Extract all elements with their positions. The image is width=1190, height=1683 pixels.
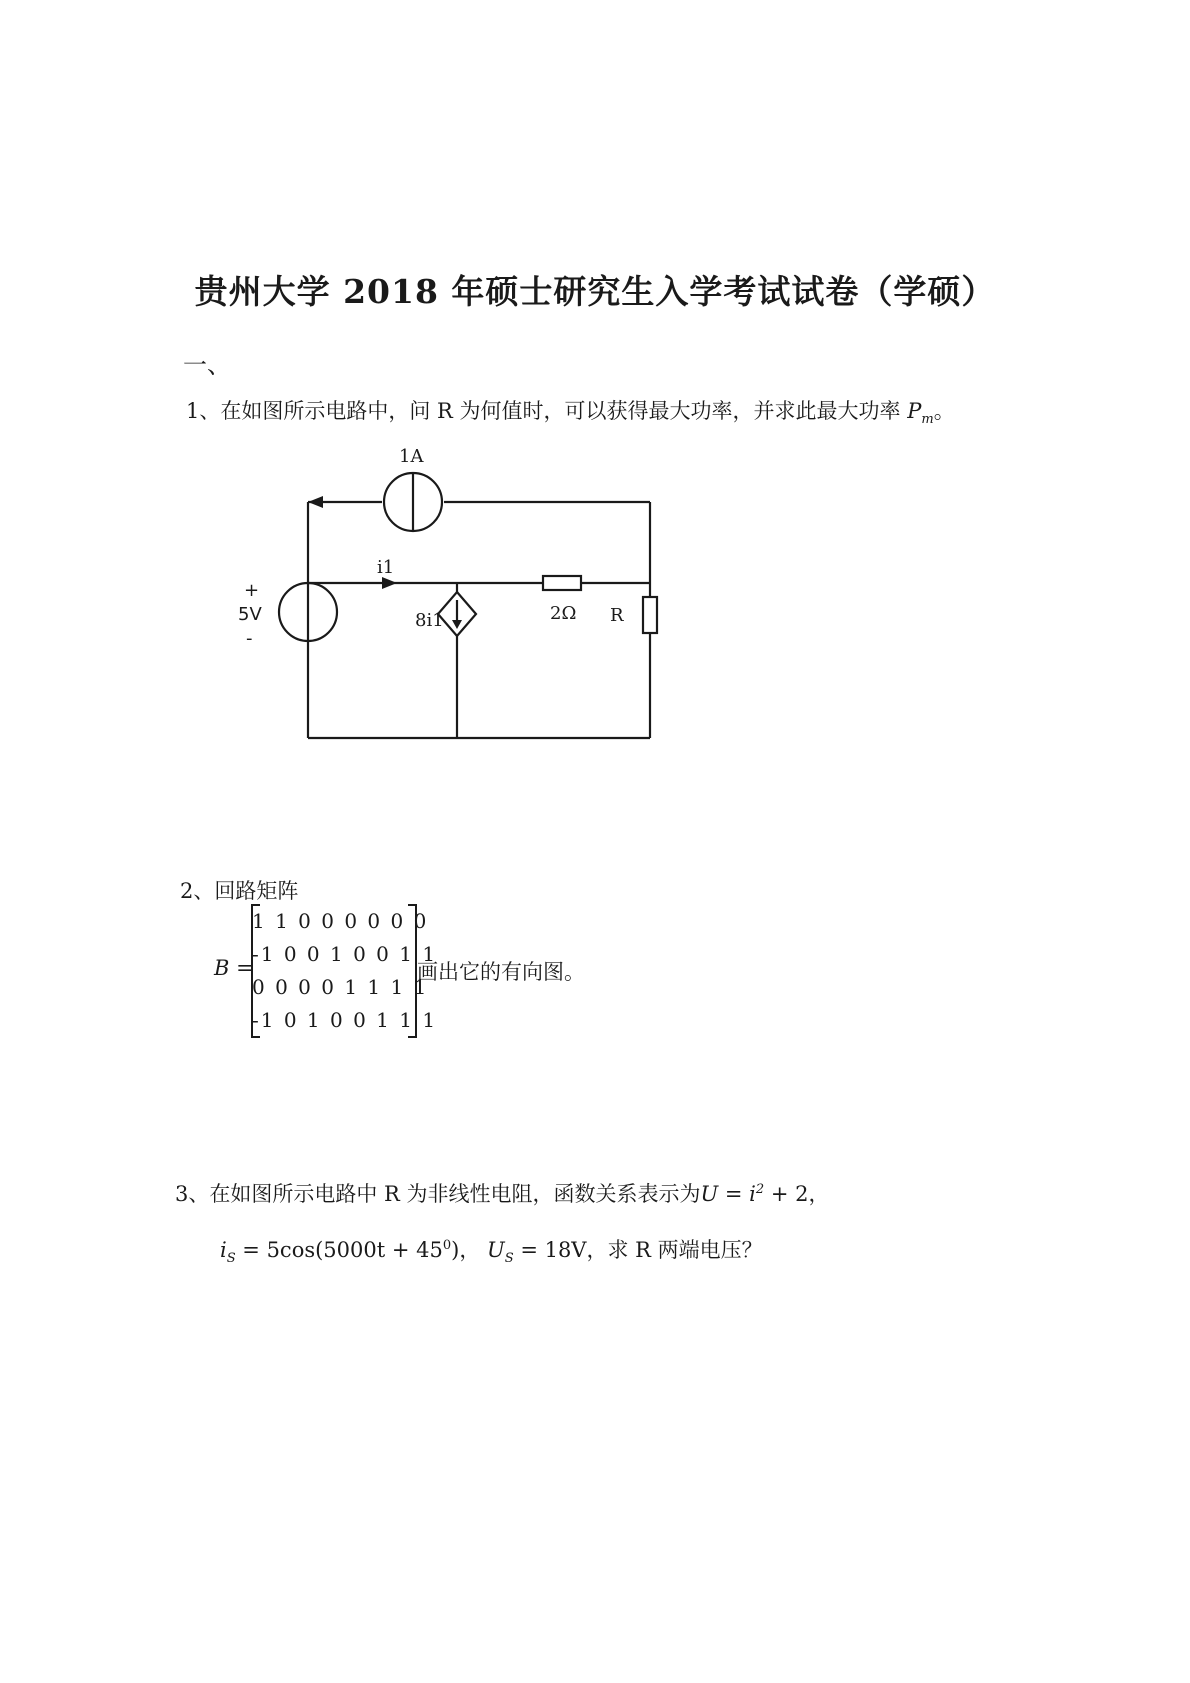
label-plus: + — [244, 580, 260, 601]
matrix-row: 1 1 0 0 0 0 0 0 — [252, 909, 429, 933]
label-minus: - — [246, 628, 253, 649]
question-1-text: 1、在如图所示电路中，问 R 为何值时，可以获得最大功率，并求此最大功率 — [186, 399, 901, 423]
label-r: R — [610, 605, 624, 626]
label-8i1: 8i1 — [415, 610, 444, 631]
label-5v: 5V — [238, 604, 262, 625]
matrix-row: 0 0 0 0 1 1 1 1 — [252, 975, 429, 999]
question-3-line-2: $i_S = 5\cos(5000t + 45^0)$， $U_S = 18V$，求 R 两端电压？ — [220, 1238, 763, 1267]
label-1a: 1A — [399, 446, 424, 467]
circuit-diagram — [225, 440, 685, 770]
matrix-row: -1 0 1 0 0 1 1 1 — [252, 1008, 438, 1032]
exam-title: 贵州大学 2018 年硕士研究生入学考试试卷（学硕） — [194, 272, 996, 311]
question-3-line-1: 3、在如图所示电路中 R 为非线性电阻，函数关系表示为$U = i^2 + 2$， — [175, 1182, 830, 1206]
matrix-instruction: 画出它的有向图。 — [417, 960, 585, 984]
top-arrow-icon — [308, 496, 323, 508]
label-i1: i1 — [377, 557, 395, 578]
question-2: 2、回路矩阵 — [180, 879, 299, 903]
section-heading: 一、 — [183, 351, 231, 379]
label-2ohm: 2Ω — [550, 603, 577, 624]
loop-matrix — [252, 905, 438, 1037]
resistor-2ohm — [543, 576, 581, 590]
matrix-label: B = — [214, 956, 254, 980]
matrix-row: -1 0 0 1 0 0 1 1 — [252, 942, 438, 966]
load-resistor — [643, 597, 657, 633]
power-symbol: $P_m$ — [907, 399, 934, 428]
i1-arrow-icon — [382, 577, 397, 589]
dep-arrow-icon — [452, 620, 462, 629]
question-1: 1、在如图所示电路中，问 R 为何值时，可以获得最大功率，并求此最大功率 $P_m$。 — [186, 399, 955, 428]
equation-u: $U = i^2$ — [700, 1182, 765, 1206]
